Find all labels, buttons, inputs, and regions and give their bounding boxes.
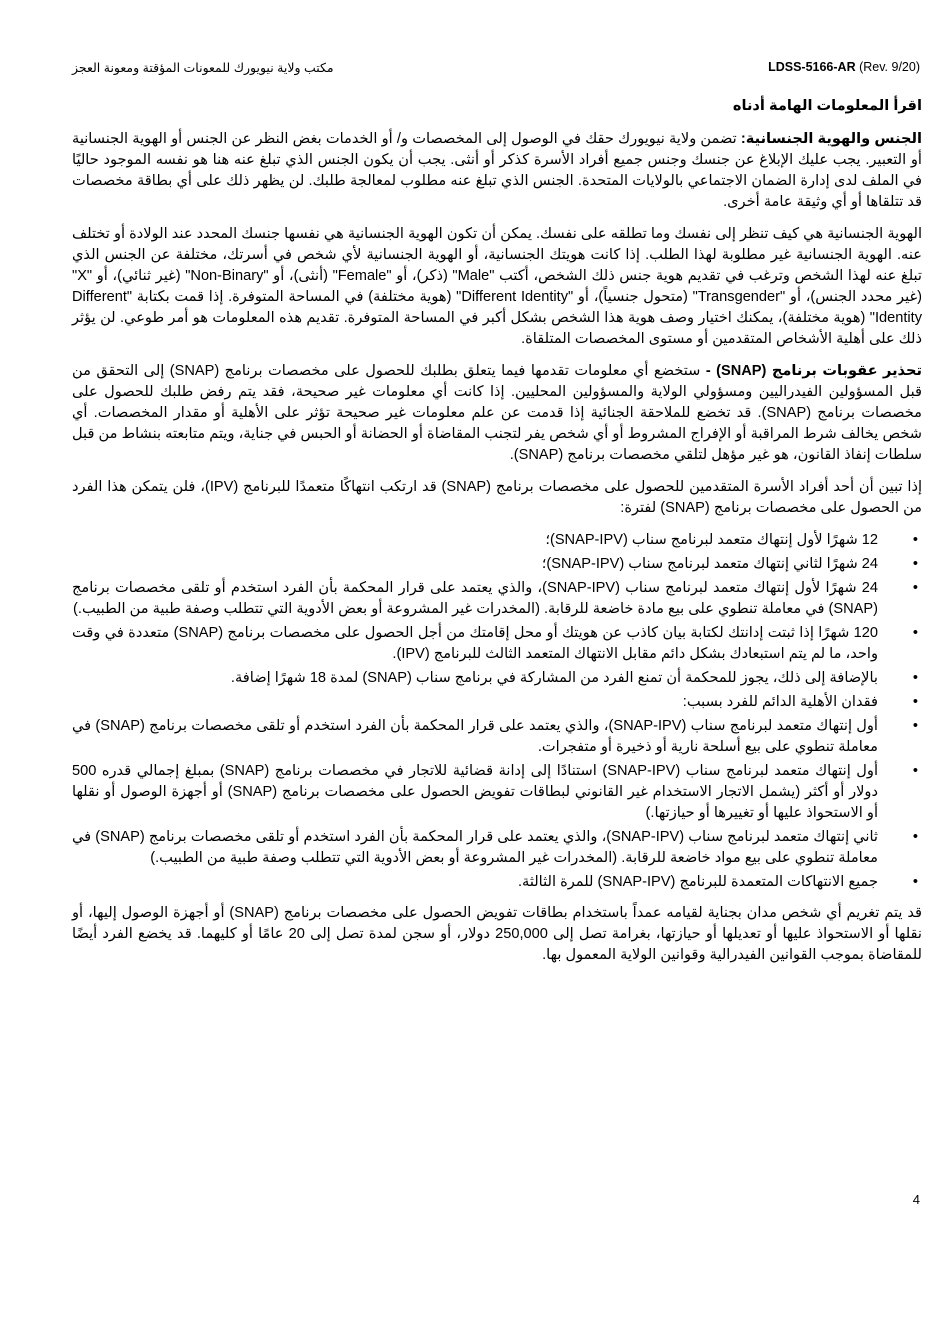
list-item: • بالإضافة إلى ذلك، يجوز للمحكمة أن تمنع الفرد من المشاركة في برنامج سناب (SNAP) لمدة 18 شهرًا إضافة. [72, 668, 878, 689]
page-header [72, 60, 920, 80]
closing-paragraph: قد يتم تغريم أي شخص مدان بجناية لقيامه عمداً باستخدام بطاقات تفويض الحصول على مخصصات برنامج (SNAP) أو أجهزة الوصول إليها، أو نقلها أو الاستحواذ عليها أو تعديلها أو حيازتها، بغرامة تصل إلى 250,000 دولار، أو سجن لمدة تصل إلى 20 عامًا أو كليهما. قد يخضع الفرد أيضًا للمقاضاة بموجب القوانين الفيدرالية وقوانين الولاية المعمول بها. [72, 905, 923, 963]
list-item: • فقدان الأهلية الدائم للفرد بسبب: [72, 692, 878, 713]
gender-heading: الجنس والهوية الجنسانية: [740, 131, 922, 147]
penalty-list [72, 530, 922, 893]
list-item: • 24 شهرًا لأول إنتهاك متعمد لبرنامج سناب (SNAP-IPV)، والذي يعتمد على قرار المحكمة بأن الفرد استخدم أو تلقى مخصصات برنامج (SNAP) في معاملة تنطوي على بيع مادة خاضعة للرقابة. (المخدرات غير المشروعة أو بعض الأدوية التي تتطلب وصفة طبية من الطبيب.) [72, 578, 878, 620]
page-number: 4 [912, 1192, 920, 1207]
list-item: • 12 شهرًا لأول إنتهاك متعمد لبرنامج سناب (SNAP-IPV)؛ [72, 530, 878, 551]
ipv-intro-paragraph: إذا تبين أن أحد أفراد الأسرة المتقدمين للحصول على مخصصات برنامج (SNAP) قد ارتكب انتهاكًا متعمدًا للبرنامج (IPV)، فلن يتمكن هذا الفرد من الحصول على مخصصات برنامج (SNAP) لفترة: [72, 479, 923, 516]
form-code: LDSS-5166-AR [768, 60, 856, 74]
form-identifier [768, 60, 920, 74]
form-revision: (Rev. 9/20) [859, 60, 920, 74]
list-item: • جميع الانتهاكات المتعمدة للبرنامج (SNAP-IPV) للمرة الثالثة. [72, 872, 878, 893]
list-item: • 120 شهرًا إذا ثبتت إدانتك لكتابة بيان كاذب عن هويتك أو محل إقامتك من أجل الحصول على مخصصات برنامج (SNAP) متعددة في وقت واحد، ما لم يتم استبعادك بشكل دائم مقابل الانتهاك المتعمد الثالث للبرنامج (IPV). [72, 623, 878, 665]
snap-warning-text: ستخضع أي معلومات تقدمها فيما يتعلق بطلبك للحصول على مخصصات برنامج (SNAP) إلى التحقق من قبل المسؤولين الفيدراليين ومسؤولي الولاية والمسؤولين المحليين. إذا كانت أي معلومات غير صحيحة، فقد يتم رفض طلبك للحصول على مخصصات برنامج (SNAP). قد تخضع للملاحقة الجنائية إذا قدمت عن علم معلومات غير صحيحة تؤثر على الأهلية أو مقدار المخصصات. أي شخص يخالف شرط المراقبة أو الإفراج المشروط أو أي شخص يفر لتجنب المقاضاة أو الحضانة أو الحبس في جناية، ويتم متابعته بنشاط من قبل سلطات إنفاذ القانون، هو غير مؤهل لتلقي مخصصات برنامج (SNAP). [72, 363, 922, 463]
agency-name: مكتب ولاية نيويورك للمعونات المؤقتة ومعونة العجز [72, 61, 334, 75]
gender-text-1: تضمن ولاية نيويورك حقك في الوصول إلى المخصصات و/ أو الخدمات بغض النظر عن الجنس أو الهوية الجنسانية أو التعبير. يجب عليك الإبلاغ عن جنسك وجنس جميع أفراد الأسرة كذكر أو أنثى. يجب أن يكون الجنس الذي تبلغ عنه هنا هو نفسه الموجود حاليًا في الملف لدى إدارة الضمان الاجتماعي بالولايات المتحدة. الجنس الذي تبلغ عنه مطلوب لمعالجة طلبك. لن يظهر ذلك على أي بطاقة مخصصات قد تتلقاها أو أي وثيقة عامة أخرى. [72, 131, 922, 210]
gender-paragraph-2: الهوية الجنسانية هي كيف تنظر إلى نفسك وما تطلقه على نفسك. يمكن أن تكون الهوية الجنسانية هي نفسها جنسك المحدد عند الولادة أو تختلف عنه. الهوية الجنسانية غير مطلوبة لهذا الطلب. إذا كانت هويتك الجنسانية، أو الهوية الجنسانية لأي شخص في أسرتك، مختلفة عن الجنس الذي تبلغ عنه لهذا الشخص وترغب في تقديم هوية جنس ذلك الشخص، أكتب "Male" (ذكر)، أو "Female" (أنثى)، أو "Non-Binary" (غير ثنائي)، أو "X" (غير محدد الجنس)، أو "Transgender" (متحول جنسياً)، أو "Different Identity" (هوية مختلفة) في المساحة المتوفرة. إذا قمت بكتابة "Different Identity" (هوية مختلفة)، يمكنك اختيار وصف هوية هذا الشخص بشكل أكبر في المساحة المتوفرة. تقديم هذه المعلومات هو أمر طوعي. لن يؤثر ذلك على أهلية الأشخاص المتقدمين أو مستوى المخصصات المتلقاة. [72, 226, 922, 347]
snap-warning-heading: تحذير عقوبات برنامج (SNAP) - [705, 363, 922, 379]
document-body [72, 96, 922, 977]
list-item: • 24 شهرًا لثاني إنتهاك متعمد لبرنامج سناب (SNAP-IPV)؛ [72, 554, 878, 575]
list-item: • أول إنتهاك متعمد لبرنامج سناب (SNAP-IPV)، والذي يعتمد على قرار المحكمة بأن الفرد استخدم أو تلقى مخصصات برنامج (SNAP) في معاملة تنطوي على بيع أسلحة نارية أو ذخيرة أو متفجرات. [72, 716, 878, 758]
list-item: • أول إنتهاك متعمد لبرنامج سناب (SNAP-IPV) استنادًا إلى إدانة قضائية للاتجار في مخصصات برنامج (SNAP) بمبلغ إجمالي قدره 500 دولار أو أكثر (يشمل الاتجار الاستخدام غير القانوني لبطاقات تفويض الحصول على مخصصات برنامج (SNAP) أو أجهزة الوصول أو نقلها أو الاستحواذ عليها أو تغييرها أو حيازتها.) [72, 761, 878, 824]
gender-paragraph-1 [72, 129, 922, 213]
snap-warning-paragraph [72, 361, 922, 466]
list-item: • ثاني إنتهاك متعمد لبرنامج سناب (SNAP-IPV)، والذي يعتمد على قرار المحكمة بأن الفرد استخدم أو تلقى مخصصات برنامج (SNAP) في معاملة تنطوي على بيع مواد خاضعة للرقابة. (المخدرات غير المشروعة أو بعض الأدوية التي تتطلب وصفة طبية من الطبيب.) [72, 827, 878, 869]
page-title: اقرأ المعلومات الهامة أدناه [732, 98, 922, 114]
